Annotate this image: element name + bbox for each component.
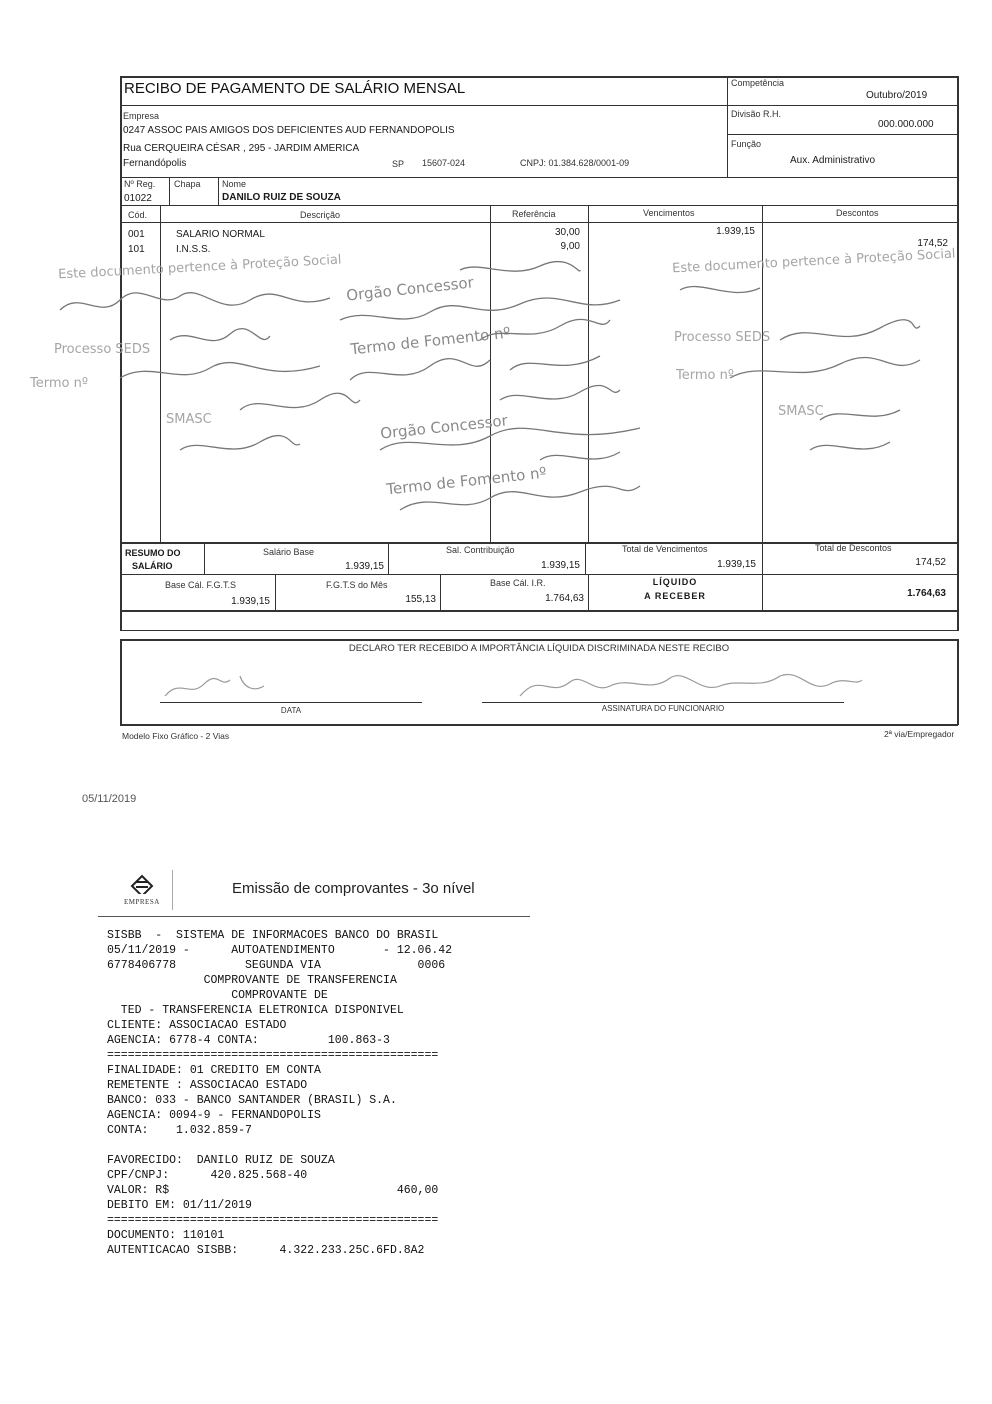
divisao-value: 000.000.000 <box>878 119 934 130</box>
resumo-sep-3 <box>585 543 586 574</box>
col-sep-cod <box>160 205 161 543</box>
receipt-line: ================================================ <box>107 1214 439 1227</box>
receipt-line: FAVORECIDO: DANILO RUIZ DE SOUZA <box>107 1154 335 1167</box>
row-desconto: 174,52 <box>917 238 948 249</box>
receipt-line: TED - TRANSFERENCIA ELETRONICA DISPONIVEL <box>107 1004 404 1017</box>
receipt-line: AGENCIA: 6778-4 CONTA: 100.863-3 <box>107 1034 390 1047</box>
funcao-label: Função <box>731 139 762 149</box>
row-referencia: 9,00 <box>560 241 580 252</box>
row-cod: 101 <box>128 244 145 255</box>
fgts-sep-3 <box>588 575 589 610</box>
border-empresa-bottom <box>120 177 958 178</box>
logo-caption: EMPRESA <box>124 898 160 906</box>
total-descontos-value: 174,52 <box>915 557 946 568</box>
salario-base-label: Salário Base <box>263 547 315 557</box>
border-fgts-bottom <box>120 610 958 612</box>
receipt-header-title: Emissão de comprovantes - 3o nível <box>232 880 475 897</box>
receipt-line: AGENCIA: 0094-9 - FERNANDOPOLIS <box>107 1109 321 1122</box>
row-descricao: I.N.S.S. <box>176 244 211 255</box>
base-ir-value: 1.764,63 <box>545 593 584 604</box>
empresa-cep: 15607-024 <box>422 158 466 168</box>
via-label: 2ª via/Empregador <box>884 729 955 739</box>
receipt-line: 6778406778 SEGUNDA VIA 0006 <box>107 959 446 972</box>
payslip-title: RECIBO DE PAGAMENTO DE SALÁRIO MENSAL <box>124 80 466 97</box>
fgts-mes-label: F.G.T.S do Mês <box>326 580 388 590</box>
nome-value: DANILO RUIZ DE SOUZA <box>222 192 341 203</box>
liquido-value: 1.764,63 <box>907 588 946 599</box>
stamp-processo-right: Processo SEDS <box>674 330 771 345</box>
border-divisao-bottom <box>727 134 958 135</box>
bank-receipt <box>0 860 992 1280</box>
data-label: DATA <box>280 706 302 715</box>
decl-top <box>120 639 958 641</box>
declaracao-text: DECLARO TER RECEBIDO A IMPORTÂNCIA LÍQUIDA DISCRIMINADA NESTE RECIBO <box>348 643 730 654</box>
data-signature <box>160 668 280 702</box>
receipt-line: COMPROVANTE DE <box>107 989 328 1002</box>
row-referencia: 30,00 <box>554 227 580 238</box>
receipt-line <box>107 1138 452 1153</box>
employee-signature <box>510 664 870 704</box>
resumo-sep-4 <box>762 543 763 574</box>
nreg-label: Nº Reg. <box>124 179 156 189</box>
receipt-line: DEBITO EM: 01/11/2019 <box>107 1199 252 1212</box>
border-top <box>120 76 958 78</box>
competencia-label: Competência <box>731 78 785 88</box>
border-nome-bottom <box>120 205 958 206</box>
base-fgts-label: Base Cál. F.G.T.S <box>165 580 237 590</box>
liquido-label-2: A RECEBER <box>644 591 706 601</box>
resumo-sep-2 <box>388 543 389 574</box>
decl-bottom <box>120 724 958 726</box>
salario-base-value: 1.939,15 <box>345 561 384 572</box>
base-ir-label: Base Cál. I.R. <box>490 578 546 588</box>
base-fgts-value: 1.939,15 <box>231 596 270 607</box>
receipt-line: BANCO: 033 - BANCO SANTANDER (BRASIL) S.A. <box>107 1094 397 1107</box>
stamp-orgao-concessor-2: Orgão Concessor <box>379 411 509 443</box>
empresa-uf: SP <box>392 159 405 169</box>
fgts-sep-1 <box>275 575 276 610</box>
row-vencimento: 1.939,15 <box>716 226 755 237</box>
nreg-value: 01022 <box>124 193 152 204</box>
receipt-line: SISBB - SISTEMA DE INFORMACOES BANCO DO BRASIL <box>107 929 439 942</box>
data-sig-line <box>160 702 422 703</box>
empresa-nome: 0247 ASSOC PAIS AMIGOS DOS DEFICIENTES AUD FERNANDOPOLIS <box>123 125 455 136</box>
empresa-cidade: Fernandópolis <box>123 158 187 169</box>
receipt-lines <box>107 928 452 1258</box>
row-descricao: SALARIO NORMAL <box>176 229 265 240</box>
stamp-termo-right: Termo nº <box>676 368 734 383</box>
stamp-termo-fomento-1: Termo de Fomento nº <box>349 323 512 359</box>
receipt-line: VALOR: R$ 460,00 <box>107 1184 439 1197</box>
resumo-sep-1 <box>204 543 205 574</box>
nome-label: Nome <box>222 179 247 189</box>
banco-do-brasil-logo <box>128 872 156 894</box>
receipt-line: CPF/CNPJ: 420.825.568-40 <box>107 1169 308 1182</box>
border-foot-bottom <box>120 630 958 631</box>
print-date: 05/11/2019 <box>82 793 137 805</box>
stamp-protecao-right: Este documento pertence à Proteção Social <box>671 246 956 277</box>
col-header-vencimentos: Vencimentos <box>643 208 695 218</box>
modelo-label: Modelo Fixo Gráfico - 2 Vias <box>122 731 230 741</box>
receipt-line: ================================================ <box>107 1049 439 1062</box>
border-competencia-bottom <box>727 105 958 106</box>
receipt-line: AUTENTICACAO SISBB: 4.322.233.25C.6FD.8A2 <box>107 1244 425 1257</box>
stamp-processo-left: Processo SEDS <box>54 342 151 357</box>
col-sep-chapa <box>169 177 170 205</box>
receipt-line: FINALIDADE: 01 CREDITO EM CONTA <box>107 1064 321 1077</box>
receipt-line: DOCUMENTO: 110101 <box>107 1229 225 1242</box>
stamp-termo-fomento-2: Termo de Fomento nº <box>385 463 548 499</box>
logo-divider <box>172 870 173 910</box>
total-vencimentos-label: Total de Vencimentos <box>622 544 708 554</box>
stamp-smasc-left: SMASC <box>166 412 212 427</box>
sal-contribuicao-label: Sal. Contribuição <box>446 545 515 555</box>
resumo-label-2: SALÁRIO <box>132 561 173 571</box>
border-competencia <box>727 76 728 178</box>
col-header-cod: Cód. <box>128 210 148 220</box>
fgts-sep-2 <box>440 575 441 610</box>
funcao-value: Aux. Administrativo <box>790 155 876 166</box>
empresa-cnpj: CNPJ: 01.384.628/0001-09 <box>520 158 630 168</box>
receipt-line: COMPROVANTE DE TRANSFERENCIA <box>107 974 397 987</box>
col-header-referencia: Referência <box>512 209 556 219</box>
assinatura-sig-line <box>482 702 844 703</box>
receipt-line: CLIENTE: ASSOCIACAO ESTADO <box>107 1019 287 1032</box>
stamp-termo-left: Termo nº <box>30 376 88 391</box>
competencia-value: Outubro/2019 <box>866 90 928 101</box>
border-title-bottom <box>120 105 727 106</box>
stamp-protecao-left: Este documento pertence à Proteção Social <box>57 252 342 283</box>
border-colhead-bottom <box>120 222 958 223</box>
empresa-endereco: Rua CERQUEIRA CÉSAR , 295 - JARDIM AMERICA <box>123 143 360 154</box>
liquido-label-1: LÍQUIDO <box>652 577 698 587</box>
col-sep-ref <box>490 205 491 543</box>
total-vencimentos-value: 1.939,15 <box>717 559 756 570</box>
divisao-label: Divisão R.H. <box>731 109 782 119</box>
receipt-line: CONTA: 1.032.859-7 <box>107 1124 252 1137</box>
empresa-label: Empresa <box>123 111 160 121</box>
border-resumo-bottom <box>120 574 958 575</box>
receipt-line: 05/11/2019 - AUTOATENDIMENTO - 12.06.42 <box>107 944 453 957</box>
fgts-mes-value: 155,13 <box>405 594 436 605</box>
col-sep-nome <box>218 177 219 205</box>
col-sep-venc <box>588 205 589 543</box>
fgts-sep-4 <box>762 575 763 610</box>
chapa-label: Chapa <box>174 179 201 189</box>
border-right <box>957 76 959 631</box>
total-descontos-label: Total de Descontos <box>815 543 892 553</box>
stamp-smasc-right: SMASC <box>778 404 824 419</box>
receipt-header-rule <box>98 916 530 917</box>
assinatura-label: ASSINATURA DO FUNCIONARIO <box>601 704 725 713</box>
resumo-label-1: RESUMO DO <box>125 548 181 558</box>
row-cod: 001 <box>128 229 145 240</box>
receipt-line: REMETENTE : ASSOCIACAO ESTADO <box>107 1079 308 1092</box>
stamp-orgao-concessor-1: Orgão Concessor <box>345 273 475 305</box>
sal-contribuicao-value: 1.939,15 <box>541 560 580 571</box>
col-header-descontos: Descontos <box>836 208 879 218</box>
col-header-descricao: Descrição <box>300 210 341 220</box>
